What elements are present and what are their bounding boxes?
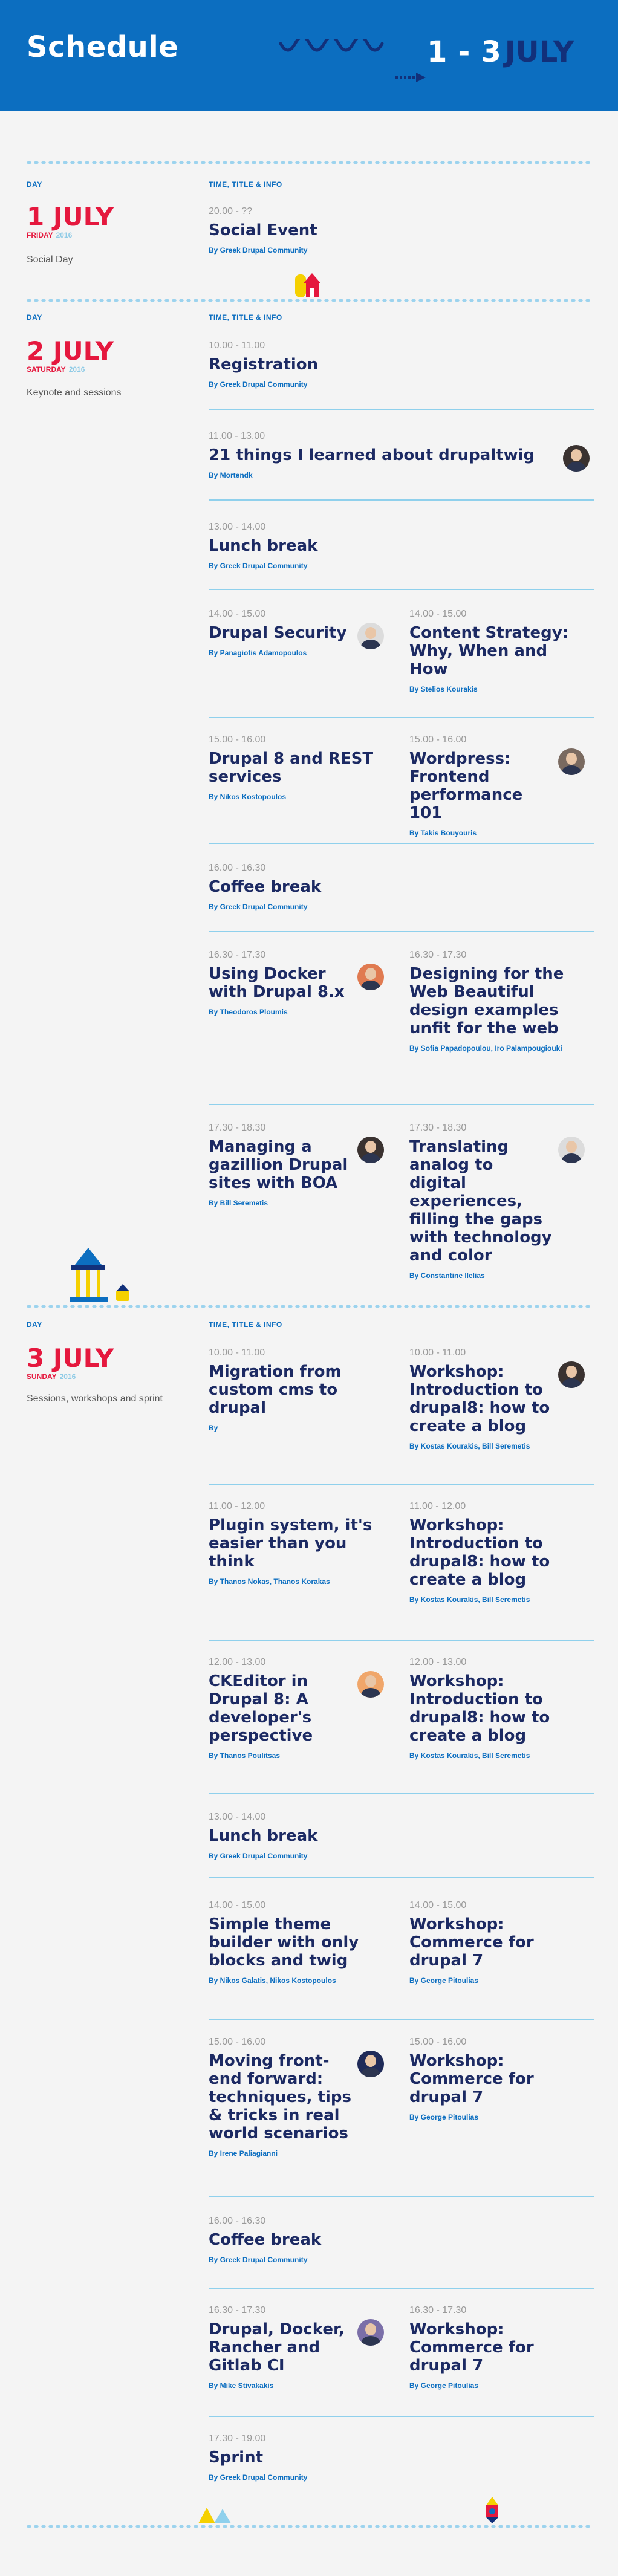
day-subtitle xyxy=(27,231,72,239)
session-title: Plugin system, it's easier than you think xyxy=(209,1516,372,1571)
session-title: Wordpress: Frontend performance 101 xyxy=(409,750,523,822)
session-title: Using Docker with Drupal 8.x xyxy=(209,965,345,1001)
session-time: 16.00 - 16.30 xyxy=(209,863,266,873)
session-speaker: By Kostas Kourakis, Bill Seremetis xyxy=(409,1751,530,1760)
row-divider xyxy=(209,2019,594,2020)
day-title: 1 JULY xyxy=(27,202,114,232)
session-time: 16.30 - 17.30 xyxy=(209,2305,266,2315)
session-card[interactable] xyxy=(409,1347,585,1452)
session-time: 15.00 - 16.00 xyxy=(409,2037,467,2047)
session-card[interactable] xyxy=(209,2215,384,2265)
speaker-avatar xyxy=(563,445,590,472)
time-column-label: TIME, TITLE & INFO xyxy=(209,1320,282,1329)
session-time: 16.00 - 16.30 xyxy=(209,2216,266,2226)
session-title: Coffee break xyxy=(209,878,322,896)
session-card[interactable] xyxy=(409,1656,585,1761)
dotted-divider xyxy=(27,299,591,302)
session-speaker: By Greek Drupal Community xyxy=(209,2256,308,2264)
time-column-label: TIME, TITLE & INFO xyxy=(209,313,282,322)
session-card[interactable] xyxy=(409,1900,585,1986)
dotted-divider xyxy=(27,1305,591,1308)
session-speaker: By Theodoros Ploumis xyxy=(209,1008,288,1016)
day-description: Social Day xyxy=(27,255,73,265)
session-time: 12.00 - 13.00 xyxy=(209,1657,266,1667)
speaker-avatar xyxy=(357,1137,384,1163)
session-title: Simple theme builder with only blocks and twig xyxy=(209,1915,359,1970)
session-speaker: By Greek Drupal Community xyxy=(209,380,308,389)
session-speaker: By Constantine Ilelias xyxy=(409,1271,485,1280)
session-card[interactable] xyxy=(209,340,384,390)
session-card[interactable] xyxy=(209,949,384,1017)
session-card[interactable] xyxy=(209,206,384,256)
day-description: Keynote and sessions xyxy=(27,388,122,398)
page-title: Schedule xyxy=(27,30,179,64)
session-card[interactable] xyxy=(209,1501,384,1587)
session-title: 21 things I learned about drupaltwig xyxy=(209,446,535,464)
session-speaker: By Nikos Kostopoulos xyxy=(209,793,287,801)
row-divider xyxy=(209,499,594,501)
day-column-label: DAY xyxy=(27,313,42,322)
speaker-avatar xyxy=(357,623,384,649)
session-time: 17.30 - 18.30 xyxy=(209,1123,266,1133)
day-weekday: FRIDAY xyxy=(27,231,53,239)
session-card[interactable] xyxy=(209,2305,384,2391)
page-header xyxy=(0,0,618,111)
session-time: 10.00 - 11.00 xyxy=(209,1348,265,1358)
session-card[interactable] xyxy=(209,2036,384,2159)
session-card[interactable] xyxy=(209,2433,384,2483)
day-year: 2016 xyxy=(56,231,73,239)
session-title: Lunch break xyxy=(209,537,318,555)
row-divider xyxy=(209,1104,594,1105)
session-card[interactable] xyxy=(209,608,384,658)
row-divider xyxy=(209,1877,594,1878)
session-title: Drupal, Docker, Rancher and Gitlab CI xyxy=(209,2320,345,2375)
row-divider xyxy=(209,1793,594,1794)
session-speaker: By Stelios Kourakis xyxy=(409,685,478,693)
session-speaker: By Greek Drupal Community xyxy=(209,2473,308,2482)
session-title: Workshop: Commerce for drupal 7 xyxy=(409,2052,534,2106)
session-time: 15.00 - 16.00 xyxy=(209,735,266,745)
session-speaker: By Kostas Kourakis, Bill Seremetis xyxy=(409,1442,530,1450)
session-time: 15.00 - 16.00 xyxy=(409,735,467,745)
session-card[interactable] xyxy=(209,1811,384,1861)
session-card[interactable] xyxy=(409,2305,585,2391)
session-time: 15.00 - 16.00 xyxy=(209,2037,266,2047)
speaker-avatar xyxy=(558,748,585,775)
session-time: 13.00 - 14.00 xyxy=(209,522,266,532)
session-time: 20.00 - ?? xyxy=(209,206,253,216)
session-card[interactable] xyxy=(209,430,590,481)
day-title: 2 JULY xyxy=(27,336,114,366)
session-speaker: By George Pitoulias xyxy=(409,2113,479,2121)
session-speaker: By Greek Drupal Community xyxy=(209,246,308,255)
session-title: Migration from custom cms to drupal xyxy=(209,1363,342,1417)
day-column-label: DAY xyxy=(27,1320,42,1329)
session-card[interactable] xyxy=(209,1347,384,1433)
day-title: 3 JULY xyxy=(27,1343,114,1373)
session-card[interactable] xyxy=(209,1122,384,1209)
session-speaker: By Greek Drupal Community xyxy=(209,1852,308,1860)
session-card[interactable] xyxy=(409,2036,585,2123)
row-divider xyxy=(209,2288,594,2289)
session-time: 11.00 - 12.00 xyxy=(209,1501,265,1511)
rocket-icon xyxy=(480,2496,504,2523)
day-weekday: SUNDAY xyxy=(27,1372,57,1381)
session-time: 11.00 - 12.00 xyxy=(409,1501,466,1511)
session-speaker: By George Pitoulias xyxy=(409,2381,479,2390)
date-start: 1 xyxy=(427,35,447,69)
day-subtitle xyxy=(27,365,85,374)
day-year: 2016 xyxy=(68,365,85,374)
session-speaker: By xyxy=(209,1424,218,1432)
row-divider xyxy=(209,589,594,590)
day-weekday: SATURDAY xyxy=(27,365,66,374)
session-time: 11.00 - 13.00 xyxy=(209,431,265,441)
wave-icon xyxy=(279,39,394,60)
dotted-divider xyxy=(27,2525,591,2528)
row-divider xyxy=(209,931,594,932)
speaker-avatar xyxy=(357,964,384,990)
session-time: 16.30 - 17.30 xyxy=(409,2305,467,2315)
day-year: 2016 xyxy=(59,1372,76,1381)
session-speaker: By Greek Drupal Community xyxy=(209,562,308,570)
session-speaker: By Panagiotis Adamopoulos xyxy=(209,649,307,657)
dotted-divider xyxy=(27,161,591,164)
session-title: Managing a gazillion Drupal sites with BOA xyxy=(209,1138,348,1192)
row-divider xyxy=(209,717,594,718)
speaker-avatar xyxy=(558,1137,585,1163)
day-description: Sessions, workshops and sprint xyxy=(27,1393,163,1404)
session-title: Moving front-end forward: techniques, tips & tricks in real world scenarios xyxy=(209,2052,351,2143)
session-card[interactable] xyxy=(209,521,384,571)
session-title: Registration xyxy=(209,355,319,374)
row-divider xyxy=(209,2196,594,2197)
row-divider xyxy=(209,1484,594,1485)
session-card[interactable] xyxy=(409,608,585,695)
session-speaker: By Mortendk xyxy=(209,471,253,479)
session-speaker: By Nikos Galatis, Nikos Kostopoulos xyxy=(209,1976,336,1985)
session-card[interactable] xyxy=(409,949,585,1054)
session-time: 17.30 - 19.00 xyxy=(209,2433,266,2444)
session-time: 14.00 - 15.00 xyxy=(209,609,266,619)
session-title: Sprint xyxy=(209,2448,264,2467)
session-card[interactable] xyxy=(209,862,384,912)
session-title: Workshop: Introduction to drupal8: how to create a blog xyxy=(409,1516,550,1589)
day-subtitle xyxy=(27,1372,76,1381)
temple-icon xyxy=(68,1247,135,1305)
session-title: Coffee break xyxy=(209,2231,322,2249)
session-speaker: By Takis Bouyouris xyxy=(409,829,477,837)
session-time: 17.30 - 18.30 xyxy=(409,1123,467,1133)
session-time: 16.30 - 17.30 xyxy=(209,950,266,960)
session-title: Workshop: Commerce for drupal 7 xyxy=(409,2320,534,2375)
session-speaker: By Bill Seremetis xyxy=(209,1199,268,1207)
session-title: Workshop: Introduction to drupal8: how to create a blog xyxy=(409,1672,550,1745)
speaker-avatar xyxy=(357,2319,384,2346)
session-card[interactable] xyxy=(209,1656,384,1761)
session-title: Social Event xyxy=(209,221,317,239)
session-card[interactable] xyxy=(209,734,384,802)
session-title: Content Strategy: Why, When and How xyxy=(409,624,569,678)
session-speaker: By Greek Drupal Community xyxy=(209,903,308,911)
row-divider xyxy=(209,1640,594,1641)
session-time: 14.00 - 15.00 xyxy=(409,609,467,619)
session-time: 10.00 - 11.00 xyxy=(209,340,265,351)
session-time: 12.00 - 13.00 xyxy=(409,1657,467,1667)
session-card[interactable] xyxy=(409,1501,585,1605)
session-title: Translating analog to digital experiences, filling the gaps with technology and color xyxy=(409,1138,552,1265)
session-speaker: By Kostas Kourakis, Bill Seremetis xyxy=(409,1595,530,1604)
triangles-icon xyxy=(197,2506,239,2525)
session-speaker: By Irene Paliagianni xyxy=(209,2149,278,2158)
session-speaker: By George Pitoulias xyxy=(409,1976,479,1985)
date-end: 3 xyxy=(481,35,501,69)
speaker-avatar xyxy=(357,1671,384,1698)
arrow-right-icon xyxy=(394,71,427,83)
row-divider xyxy=(209,843,594,844)
session-card[interactable] xyxy=(409,1122,585,1281)
session-title: CKEditor in Drupal 8: A developer's perspective xyxy=(209,1672,313,1745)
session-title: Drupal Security xyxy=(209,624,347,642)
day-column-label: DAY xyxy=(27,180,42,189)
date-separator: - xyxy=(458,35,470,69)
session-speaker: By Mike Stivakakis xyxy=(209,2381,274,2390)
date-month: JULY xyxy=(504,35,574,69)
session-title: Designing for the Web Beautiful design examples unfit for the web xyxy=(409,965,564,1037)
session-card[interactable] xyxy=(209,1900,384,1986)
session-time: 10.00 - 11.00 xyxy=(409,1348,466,1358)
small-house-icon xyxy=(293,270,329,299)
session-time: 13.00 - 14.00 xyxy=(209,1812,266,1822)
session-speaker: By Thanos Poulitsas xyxy=(209,1751,281,1760)
session-time: 14.00 - 15.00 xyxy=(409,1900,467,1910)
session-time: 14.00 - 15.00 xyxy=(209,1900,266,1910)
session-speaker: By Thanos Nokas, Thanos Korakas xyxy=(209,1577,330,1586)
session-title: Drupal 8 and REST services xyxy=(209,750,374,786)
session-time: 16.30 - 17.30 xyxy=(409,950,467,960)
session-card[interactable] xyxy=(409,734,585,839)
session-title: Workshop: Introduction to drupal8: how to create a blog xyxy=(409,1363,550,1435)
session-title: Workshop: Commerce for drupal 7 xyxy=(409,1915,534,1970)
speaker-avatar xyxy=(558,1361,585,1388)
row-divider xyxy=(209,2416,594,2417)
session-speaker: By Sofia Papadopoulou, Iro Palampougiouki xyxy=(409,1044,562,1053)
row-divider xyxy=(209,409,594,410)
speaker-avatar xyxy=(357,2051,384,2077)
session-title: Lunch break xyxy=(209,1827,318,1845)
time-column-label: TIME, TITLE & INFO xyxy=(209,180,282,189)
date-range xyxy=(427,35,574,69)
